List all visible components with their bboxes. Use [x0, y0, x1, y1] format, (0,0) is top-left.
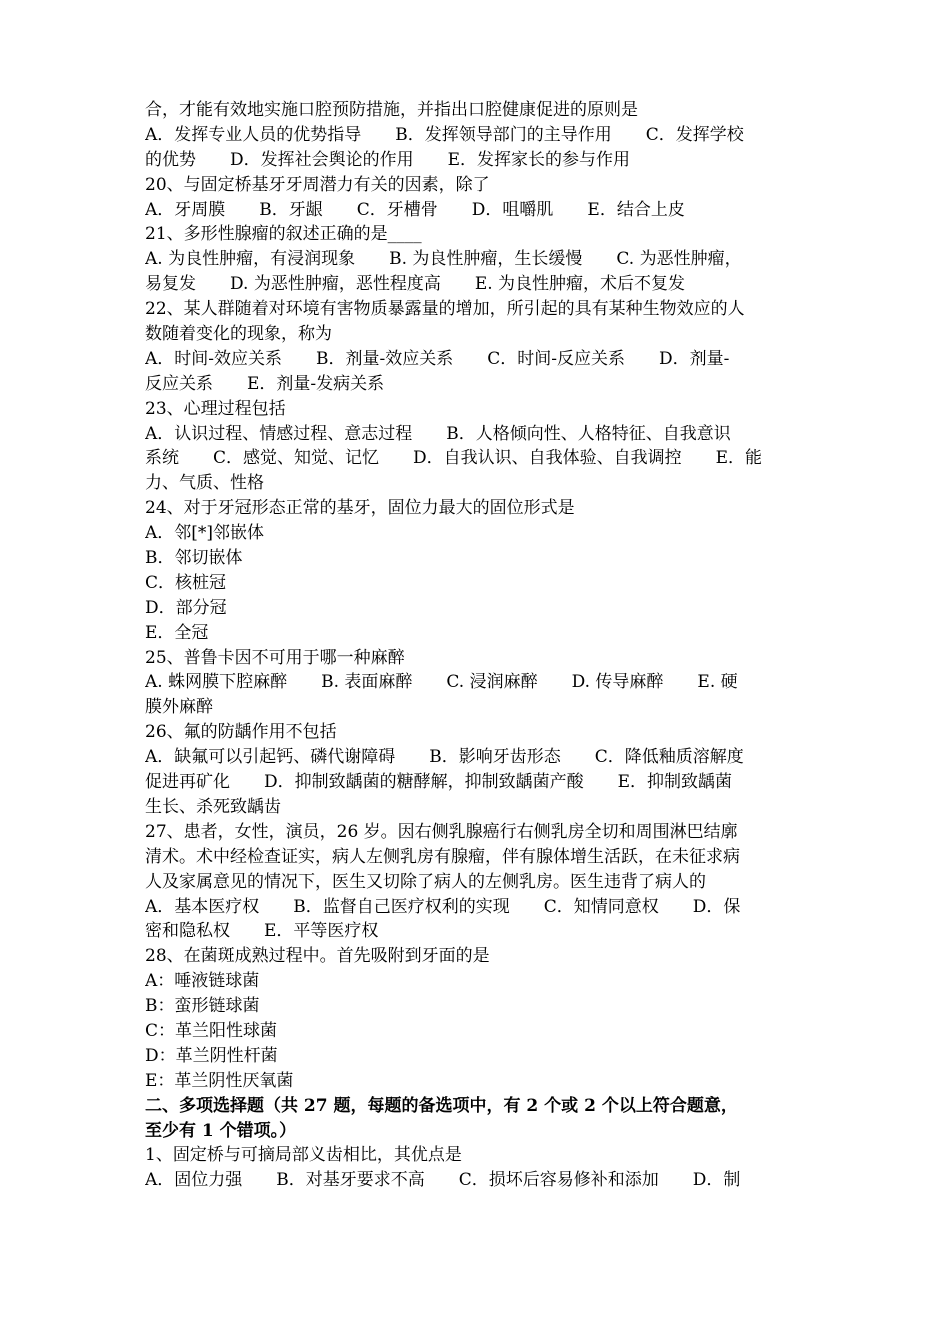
text-line: A．认识过程、情感过程、意志过程 B．人格倾向性、人格特征、自我意识	[145, 423, 731, 444]
text-line: 反应关系 E．剂量-发病关系	[145, 373, 385, 394]
text-line: 促进再矿化 D．抑制致龋菌的糖酵解，抑制致龋菌产酸 E．抑制致龋菌	[145, 772, 733, 793]
text-line: 21、多形性腺瘤的叙述正确的是____	[145, 224, 422, 245]
text-line: A. 蛛网膜下腔麻醉 B. 表面麻醉 C. 浸润麻醉 D. 传导麻醉 E. 硬	[145, 672, 738, 693]
text-line: D：革兰阴性杆菌	[145, 1045, 278, 1066]
text-line: 23、心理过程包括	[145, 398, 286, 419]
text-line: A．发挥专业人员的优势指导 B．发挥领导部门的主导作用 C．发挥学校	[145, 124, 744, 145]
text-line: A．缺氟可以引起钙、磷代谢障碍 B．影响牙齿形态 C．降低釉质溶解度	[145, 747, 744, 768]
text-line: B．邻切嵌体	[145, 548, 243, 569]
text-line: B：蛮形链球菌	[145, 996, 260, 1017]
text-line: 力、气质、性格	[145, 473, 264, 494]
text-line: 24、对于牙冠形态正常的基牙，固位力最大的固位形式是	[145, 498, 575, 519]
text-line: 易复发 D. 为恶性肿瘤，恶性程度高 E. 为良性肿瘤，术后不复发	[145, 274, 686, 295]
text-line: 的优势 D．发挥社会舆论的作用 E．发挥家长的参与作用	[145, 149, 631, 170]
section-heading-line: 二、多项选择题（共 27 题，每题的备选项中，有 2 个或 2 个以上符合题意，	[145, 1095, 738, 1116]
text-line: 系统 C．感觉、知觉、记忆 D．自我认识、自我体验、自我调控 E．能	[145, 448, 763, 469]
text-line: 膜外麻醉	[145, 697, 213, 718]
text-line: 27、患者，女性，演员，26 岁。因右侧乳腺癌行右侧乳房全切和周围淋巴结廓	[145, 821, 738, 842]
text-line: 清术。术中经检查证实，病人左侧乳房有腺瘤，伴有腺体增生活跃，在未征求病	[145, 846, 740, 867]
text-line: C．核桩冠	[145, 572, 227, 593]
text-line: 26、氟的防龋作用不包括	[145, 722, 337, 743]
text-line: E：革兰阴性厌氧菌	[145, 1070, 294, 1091]
text-line: D．部分冠	[145, 597, 227, 618]
text-line: A．邻[*]邻嵌体	[145, 523, 265, 544]
text-line: 生长、杀死致龋齿	[145, 796, 281, 817]
document-body	[145, 98, 810, 1193]
text-line: 人及家属意见的情况下，医生又切除了病人的左侧乳房。医生违背了病人的	[145, 871, 706, 892]
text-line: 20、与固定桥基牙牙周潜力有关的因素，除了	[145, 174, 490, 195]
text-line: 25、普鲁卡因不可用于哪一种麻醉	[145, 647, 405, 668]
text-line: 1、固定桥与可摘局部义齿相比，其优点是	[145, 1145, 462, 1166]
text-line: A．基本医疗权 B．监督自己医疗权利的实现 C．知情同意权 D．保	[145, 896, 741, 917]
text-line: A．固位力强 B．对基牙要求不高 C．损坏后容易修补和添加 D．制	[145, 1170, 741, 1191]
text-line: 28、在菌斑成熟过程中。首先吸附到牙面的是	[145, 946, 490, 967]
text-line: A：唾液链球菌	[145, 971, 260, 992]
text-line: 密和隐私权 E．平等医疗权	[145, 921, 379, 942]
text-line: C：革兰阳性球菌	[145, 1020, 278, 1041]
text-line: 合，才能有效地实施口腔预防措施，并指出口腔健康促进的原则是	[145, 100, 638, 120]
section-heading-line: 至少有 1 个错项。）	[145, 1120, 297, 1141]
text-line: A．牙周膜 B．牙龈 C．牙槽骨 D．咀嚼肌 E．结合上皮	[145, 199, 685, 220]
text-line: 22、某人群随着对环境有害物质暴露量的增加，所引起的具有某种生物效应的人	[145, 299, 745, 320]
text-line: A．时间-效应关系 B．剂量-效应关系 C．时间-反应关系 D．剂量-	[145, 348, 730, 369]
text-line: E．全冠	[145, 622, 209, 643]
text-line: A. 为良性肿瘤，有浸润现象 B. 为良性肿瘤，生长缓慢 C. 为恶性肿瘤，	[145, 249, 742, 270]
text-line: 数随着变化的现象，称为	[145, 324, 332, 345]
